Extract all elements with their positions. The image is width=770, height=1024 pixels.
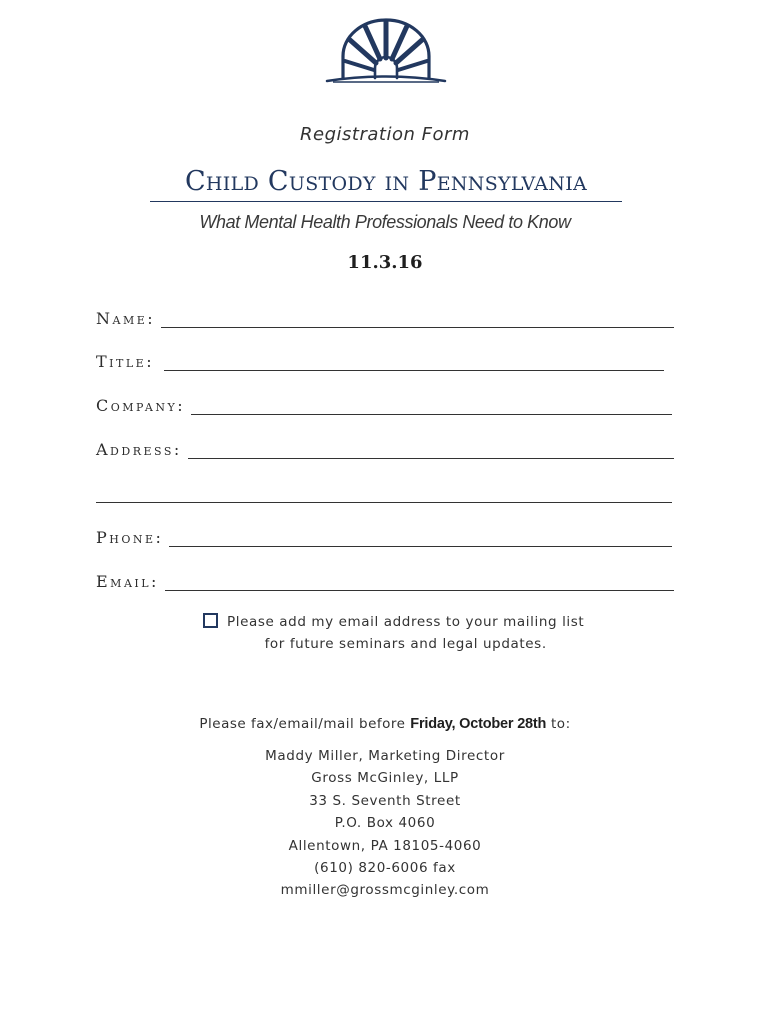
contact-fax: (610) 820-6006 fax [314,860,456,877]
title-label: Title: [96,352,155,371]
email-label: Email: [96,572,159,591]
address-input-line[interactable] [188,442,674,459]
email-input-line[interactable] [165,574,674,591]
address-line-2-field[interactable] [96,481,672,503]
address-field[interactable] [96,437,674,459]
deadline-instructions [0,716,770,732]
name-input-line[interactable] [161,311,674,328]
contact-po-box: P.O. Box 4060 [334,815,436,832]
mailing-list-line-1: Please add my email address to your mailing list [227,614,585,630]
company-input-line[interactable] [191,398,672,415]
contact-email[interactable]: mmiller@grossmcginley.com [280,882,490,899]
title-divider [150,201,622,202]
mailing-list-line-2: for future seminars and legal updates. [264,636,547,652]
deadline-suffix: to: [551,716,571,732]
title-field[interactable] [96,349,664,371]
phone-label: Phone: [96,528,164,547]
contact-firm: Gross McGinley, LLP [311,770,459,787]
page-title: Child Custody in Pennsylvania [184,166,588,197]
contact-address-block [0,745,770,902]
company-label: Company: [96,396,186,415]
company-field[interactable] [96,393,672,415]
event-date: 11.3.16 [347,252,423,273]
phone-input-line[interactable] [169,530,672,547]
mailing-list-option[interactable] [203,611,584,655]
arched-window-logo-icon [325,16,447,86]
page-subtitle: What Mental Health Professionals Need to Know [199,212,571,232]
contact-street: 33 S. Seventh Street [309,792,461,809]
address-label: Address: [96,440,182,459]
title-input-line[interactable] [164,354,664,371]
form-type-heading: Registration Form [300,124,470,145]
phone-field[interactable] [96,525,672,547]
email-field[interactable] [96,569,674,591]
contact-city: Allentown, PA 18105-4060 [288,837,482,854]
contact-name: Maddy Miller, Marketing Director [265,748,505,764]
address-line-2-input-line[interactable] [96,486,672,503]
mailing-list-checkbox[interactable] [203,613,218,628]
name-field[interactable] [96,306,674,328]
name-label: Name: [96,309,156,328]
deadline-prefix: Please fax/email/mail before [199,716,406,732]
deadline-date: Friday, October 28th [410,716,547,732]
mailing-list-text [227,611,584,655]
